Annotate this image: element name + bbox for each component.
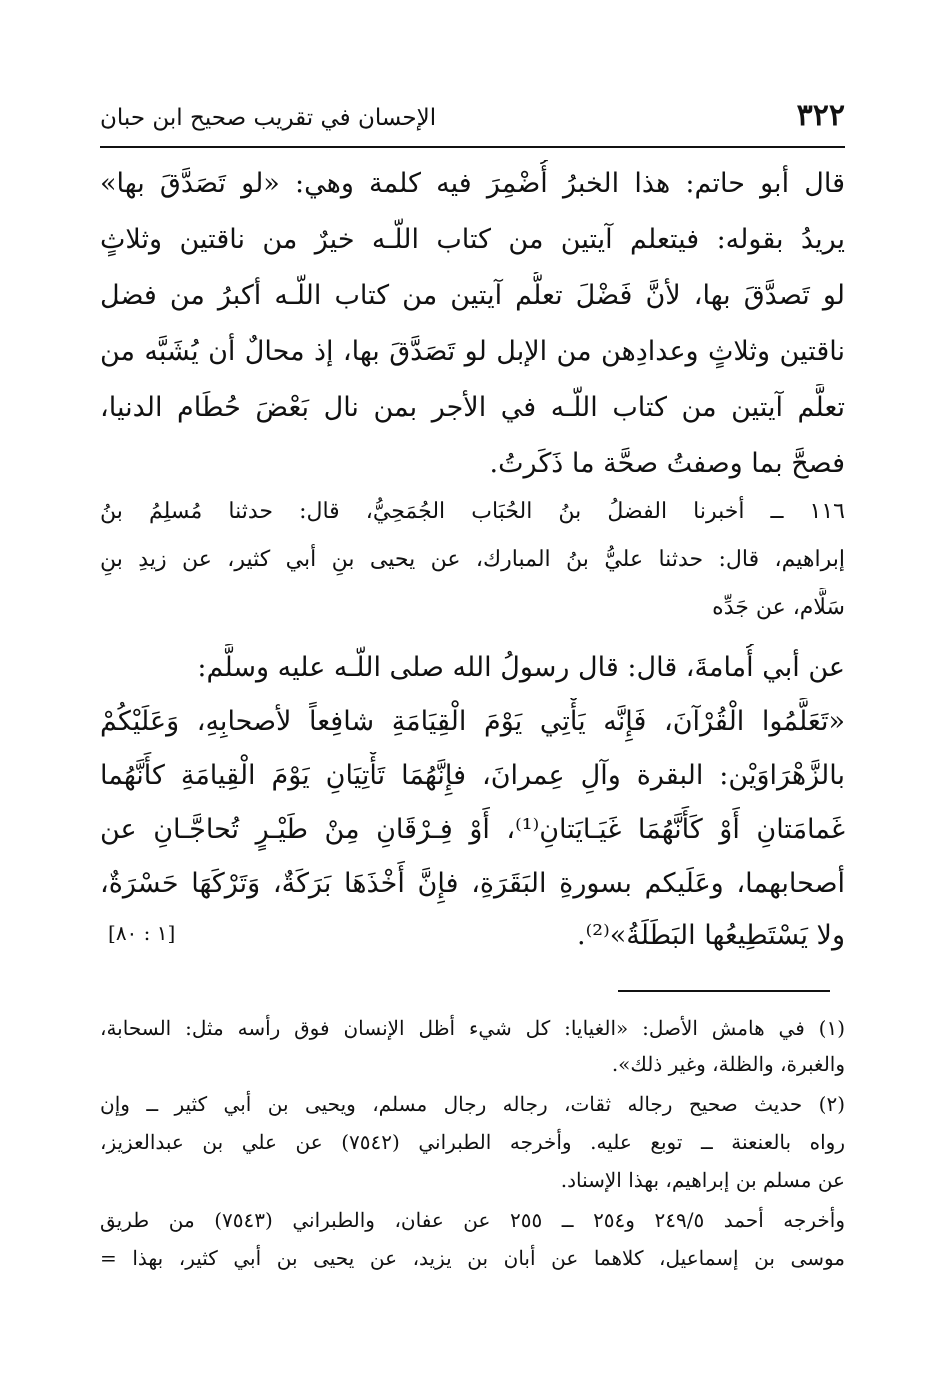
footnote-line: (٢) حديث صحيح رجاله ثقات، رجاله رجال مسلم، ويحيى بن أبي كثير ــ وإن bbox=[100, 1092, 845, 1116]
commentary-line: قال أبو حاتم: هذا الخبرُ أُضْمِرَ فيه كلمة وهي: «لو تَصَدَّقَ بها» bbox=[100, 168, 845, 199]
commentary-line: يريدُ بقوله: فيتعلم آيتين من كتاب اللّـه خيرٌ من ناقتين وثلاثٍ bbox=[100, 224, 845, 255]
matn-line: أصحابهما، وعَلَيكم بسورةِ البَقَرَةِ، فإِنَّ أَخْذَهَا بَرَكَةٌ، وَتَرْكَهَا حَسْرَةٌ، bbox=[100, 868, 845, 899]
commentary-line: تعلَّم آيتين من كتاب اللّـه في الأجر بمن نال بَعْضَ حُطَام الدنيا، bbox=[100, 392, 845, 423]
footnote-line: رواه بالعنعنة ــ توبع عليه. وأخرجه الطبراني (٧٥٤٢) عن علي بن عبدالعزيز، bbox=[100, 1130, 845, 1154]
source-reference-tag: [١ : ٨٠] bbox=[108, 921, 176, 945]
page-number: ٣٢٢ bbox=[796, 98, 845, 133]
commentary-line: فصحَّ بما وصفتُ صحَّة ما ذَكَرتُ. bbox=[489, 448, 845, 479]
page-header bbox=[100, 96, 845, 142]
header-rule bbox=[100, 146, 845, 148]
matn-line: ولا يَسْتَطِيعُها البَطَلَةُ»⁽²⁾. bbox=[577, 920, 845, 951]
matn-line: عن أبي أُمامةَ، قال: قال رسولُ الله صلى اللّـه عليه وسلَّم: bbox=[197, 652, 845, 683]
footnote-line: (١) في هامش الأصل: «الغيايا: كل شيء أظل الإنسان فوق رأسه مثل: السحابة، bbox=[100, 1016, 845, 1040]
footnote-rule bbox=[618, 990, 830, 992]
matn-line: غَمامَتانِ أَوْ كَأَنَّهُمَا غَيَـايَتانِ⁽¹⁾، أَوْ فِـرْقَانِ مِنْ طَيْـرٍ تُحاجَّـانِ عن bbox=[100, 814, 845, 845]
footnote-line: وأخرجه أحمد ٢٤٩/٥ و٢٥٤ ــ ٢٥٥ عن عفان، والطبراني (٧٥٤٣) من طريق bbox=[100, 1208, 845, 1232]
running-title: الإحسان في تقريب صحيح ابن حبان bbox=[100, 105, 437, 131]
commentary-line: ناقتين وثلاثٍ وعدادِهن من الإبل لو تَصَدَّقَ بها، إذ محالٌ أن يُشَبَّه من bbox=[100, 336, 845, 367]
footnote-line: عن مسلم بن إبراهيم، بهذا الإسناد. bbox=[560, 1168, 845, 1192]
commentary-line: لو تَصدَّقَ بها، لأنَّ فَضْلَ تعلُّم آيتين من كتاب اللّـه أكبرُ من فضل bbox=[100, 280, 845, 311]
footnote-line: موسى بن إسماعيل، كلاهما عن أبان بن يزيد، عن يحيى بن أبي كثير، بهذا = bbox=[100, 1246, 845, 1270]
matn-line: بالزَّهْرَاوَيْن: البقرة وآلِ عِمرانَ، فإِنَّهُمَا تَأْتِيَانِ يَوْمَ الْقِيامَةِ كأَنَّهُما bbox=[100, 760, 845, 791]
footnote-line: والغبرة، والظلة، وغير ذلك». bbox=[611, 1052, 845, 1076]
isnad-line: إبراهيم، قال: حدثنا عليُّ بنُ المبارك، عن يحيى بنِ أبي كثير، عن زيدِ بنِ bbox=[100, 547, 845, 572]
matn-line: «تَعَلَّمُوا الْقُرْآنَ، فَإِنَّه يَأْتِي يَوْمَ الْقِيَامَةِ شافِعاً لأصحابِهِ، وَعَلَيْكُمْ bbox=[100, 706, 845, 737]
isnad-line: ١١٦ ــ أخبرنا الفضلُ بنُ الحُبَاب الجُمَحِيُّ، قال: حدثنا مُسلِمُ بنُ bbox=[100, 499, 845, 524]
isnad-line: سَلَّام، عن جَدِّه bbox=[712, 595, 845, 620]
